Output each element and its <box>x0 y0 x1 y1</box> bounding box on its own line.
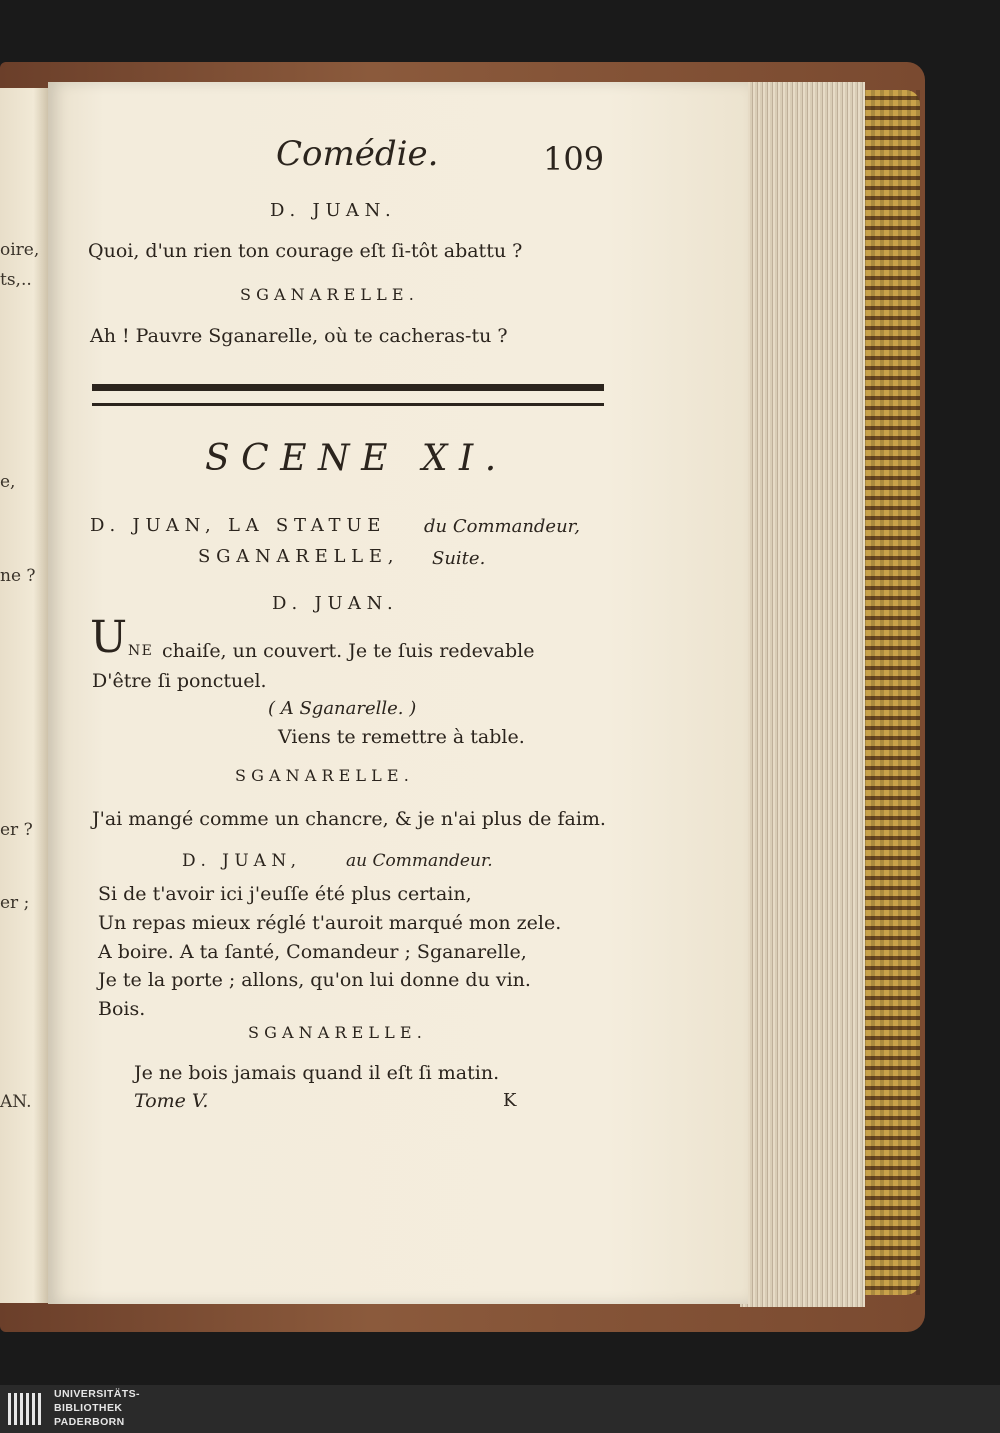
verse-line: Je ne bois jamais quand il eſt ſi matin. <box>134 1062 500 1084</box>
speaker-heading: D. JUAN. <box>270 200 397 221</box>
scene-title: SCENE XI. <box>205 438 508 479</box>
library-name-line: PADERBORN <box>54 1416 125 1428</box>
speaker-heading: D. JUAN, <box>182 851 302 871</box>
library-name-line: BIBLIOTHEK <box>54 1402 123 1414</box>
stage-direction: au Commandeur. <box>346 851 493 871</box>
verse-line: chaiſe, un couvert. Je te ſuis redevable <box>162 640 535 662</box>
left-page <box>0 88 48 1303</box>
cast-list-italic: Suite. <box>432 548 486 569</box>
cast-list-italic: du Commandeur, <box>424 516 581 537</box>
catchword: K <box>503 1090 517 1111</box>
library-footer <box>0 1385 1000 1433</box>
signature-mark: Tome V. <box>134 1090 209 1112</box>
verse-line: J'ai mangé comme un chancre, & je n'ai plus de faim. <box>92 808 606 830</box>
library-name-line: UNIVERSITÄTS- <box>54 1388 140 1400</box>
page-number: 109 <box>543 140 605 178</box>
verse-line: Ah ! Pauvre Sganarelle, où te cacheras-tu ? <box>90 325 508 347</box>
speaker-heading: SGANARELLE. <box>235 766 414 785</box>
speaker-heading: D. JUAN. <box>272 593 399 614</box>
left-page-fragment: oire, <box>0 240 40 260</box>
page-stack <box>740 82 865 1307</box>
drop-cap: U <box>90 612 128 663</box>
speaker-heading: SGANARELLE. <box>240 285 419 304</box>
verse-line: Bois. <box>98 998 146 1020</box>
gilt-fore-edge <box>862 90 920 1295</box>
verse-line: Je te la porte ; allons, qu'on lui donne du vin. <box>98 969 531 991</box>
left-page-fragment: e, <box>0 472 16 492</box>
left-page-fragment: ne ? <box>0 566 36 586</box>
verse-line: D'être ſi ponctuel. <box>92 670 267 692</box>
verse-line: Si de t'avoir ici j'euſſe été plus certain, <box>98 883 472 905</box>
verse-line: Quoi, d'un rien ton courage eſt ſi-tôt abattu ? <box>88 240 523 262</box>
small-caps: NE <box>128 643 154 659</box>
cast-list-roman: SGANARELLE, <box>198 546 400 567</box>
left-page-fragment: AN. <box>0 1092 32 1112</box>
cast-list-roman: D. JUAN, LA STATUE <box>90 515 387 536</box>
right-page <box>48 82 748 1304</box>
verse-line: Viens te remettre à table. <box>278 726 525 748</box>
library-logo-icon <box>8 1391 46 1427</box>
verse-line: A boire. A ta ſanté, Comandeur ; Sganarelle, <box>98 941 527 963</box>
left-page-fragment: er ? <box>0 820 33 840</box>
thin-rule <box>92 403 604 406</box>
verse-line: Un repas mieux réglé t'auroit marqué mon zele. <box>98 912 562 934</box>
thick-rule <box>92 384 604 391</box>
stage-direction: ( A Sganarelle. ) <box>268 698 417 719</box>
left-page-fragment: ts,.. <box>0 270 32 290</box>
speaker-heading: SGANARELLE. <box>248 1023 427 1042</box>
left-page-fragment: er ; <box>0 893 30 913</box>
running-head: Comédie. <box>276 134 439 174</box>
